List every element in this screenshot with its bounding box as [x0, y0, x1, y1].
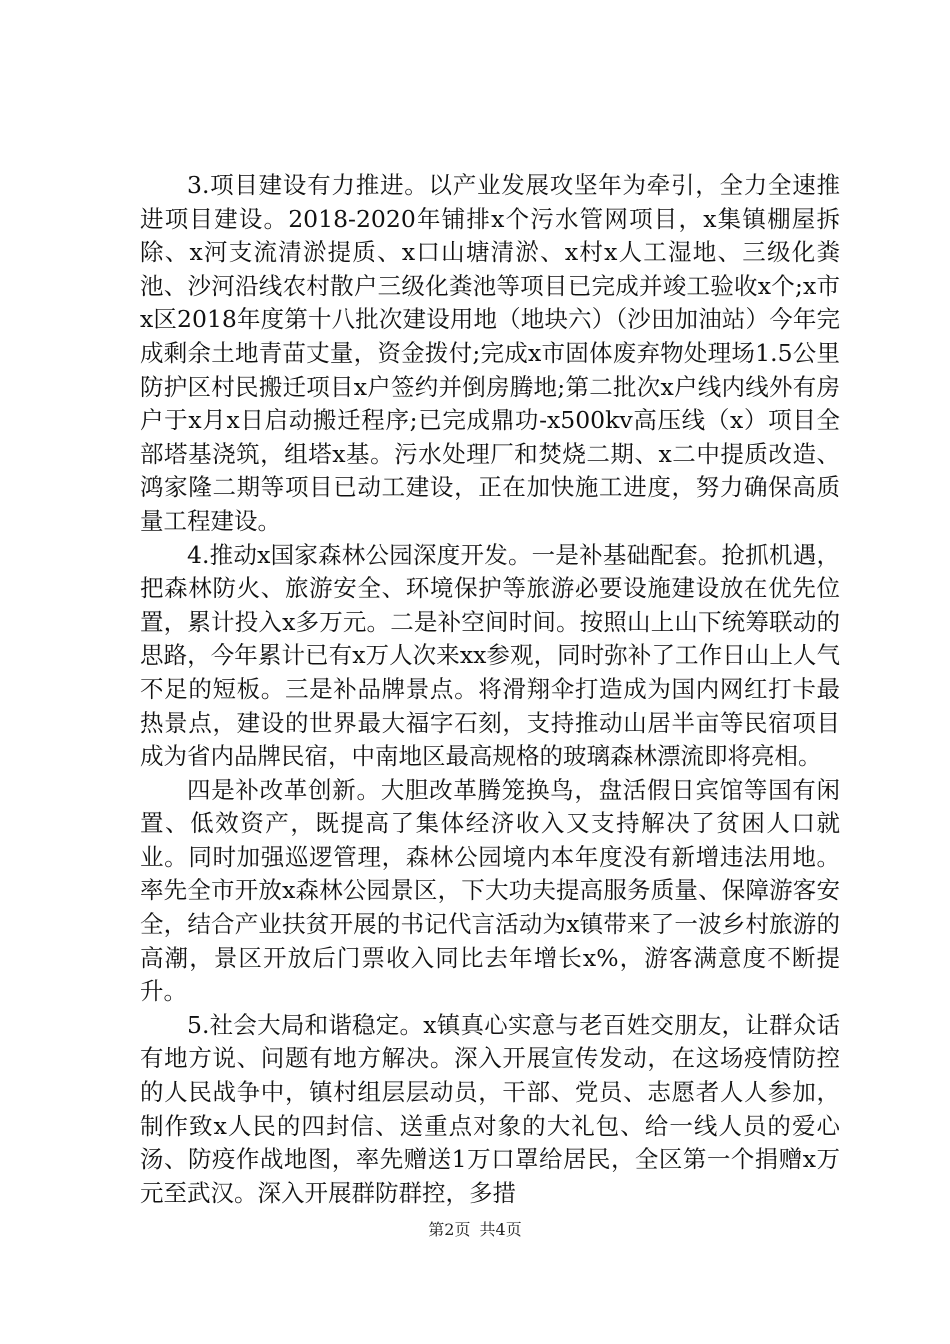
page-total: 共4页: [479, 1220, 522, 1239]
document-body: [140, 169, 840, 1210]
paragraph-social-stability: 5.社会大局和谐稳定。x镇真心实意与老百姓交朋友，让群众话有地方说、问题有地方解决。深入开展宣传发动，在这场疫情防控的人民战争中，镇村组层层动员，干部、党员、志愿者人人参加，制作致x人民的四封信、送重点对象的大礼包、给一线人员的爱心汤、防疫作战地图，率先赠送1万口罩给居民，全区第一个捐赠x万元至武汉。深入开展群防群控，多措: [140, 1010, 840, 1207]
page-number: 第2页: [428, 1220, 471, 1239]
page-footer: [0, 1217, 950, 1240]
paragraph-project-construction: 3.项目建设有力推进。以产业发展攻坚年为牵引，全力全速推进项目建设。2018-2020年铺排x个污水管网项目，x集镇棚屋拆除、x河支流清淤提质、x口山塘清淤、x村x人工湿地、三级化粪池、沙河沿线农村散户三级化粪池等项目已完成并竣工验收x个;x市x区2018年度第十八批次建设用地（地块六）（沙田加油站）今年完成剩余土地青苗丈量，资金拨付;完成x市固体废弃物处理场1.5公里防护区村民搬迁项目x户签约并倒房腾地;第二批次x户线内线外有房户于x月x日启动搬迁程序;已完成鼎功-x500kv高压线（x）项目全部塔基浇筑，组塔x基。污水处理厂和焚烧二期、x二中提质改造、鸿家隆二期等项目已动工建设，正在加快施工进度，努力确保高质量工程建设。: [140, 171, 840, 535]
paragraph-reform-innovation: 四是补改革创新。大胆改革腾笼换鸟，盘活假日宾馆等国有闲置、低效资产，既提高了集体经济收入又支持解决了贫困人口就业。同时加强巡逻管理，森林公园境内本年度没有新增违法用地。率先全市开放x森林公园景区，下大功夫提高服务质量、保障游客安全，结合产业扶贫开展的书记代言活动为x镇带来了一波乡村旅游的高潮，景区开放后门票收入同比去年增长x%，游客满意度不断提升。: [140, 775, 840, 1006]
paragraph-forest-park: 4.推动x国家森林公园深度开发。一是补基础配套。抢抓机遇，把森林防火、旅游安全、环境保护等旅游必要设施建设放在优先位置，累计投入x多万元。二是补空间时间。按照山上山下统筹联动的思路，今年累计已有x万人次来xx参观，同时弥补了工作日山上人气不足的短板。三是补品牌景点。将滑翔伞打造成为国内网红打卡最热景点，建设的世界最大福字石刻，支持推动山居半亩等民宿项目成为省内品牌民宿，中南地区最高规格的玻璃森林漂流即将亮相。: [140, 540, 840, 771]
